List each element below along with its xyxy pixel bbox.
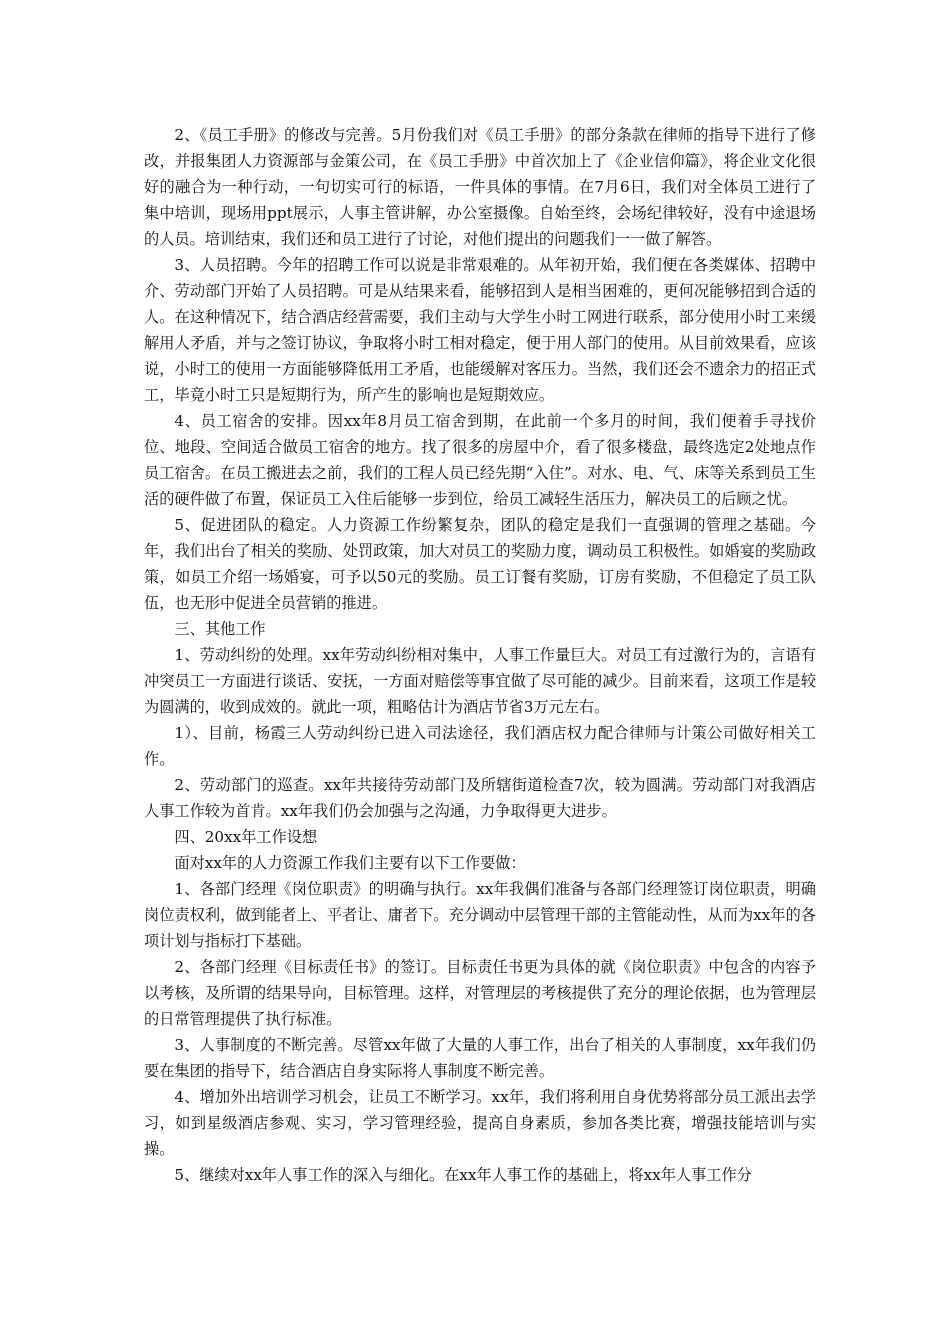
paragraph-external-training: 4、增加外出培训学习机会，让员工不断学习。xx年，我们将利用自身优势将部分员工派出去学习，如到星级酒店参观、实习，学习管理经验，提高自身素质，参加各类比赛，增强技能培训与实操。 xyxy=(144,1088,816,1158)
paragraph-judicial-cases: 1）、目前，杨霞三人劳动纠纷已进入司法途径，我们酒店权力配合律师与计策公司做好相关工作。 xyxy=(144,724,816,768)
paragraph-recruitment: 3、人员招聘。今年的招聘工作可以说是非常艰难的。从年初开始，我们便在各类媒体、招聘中介、劳动部门开始了人员招聘。可是从结果来看，能够招到人是相当困难的，更何况能够招到合适的人。在这种情况下，结合酒店经营需要，我们主动与大学生小时工网进行联系，部分使用小时工来缓解用人矛盾，并与之签订协议，争取将小时工相对稳定，便于用人部门的使用。从目前效果看，应该说，小时工的使用一方面能够降低用工矛盾，也能缓解对客压力。当然，我们还会不遗余力的招正式工，毕竟小时工只是短期行为，所产生的影响也是短期效应。 xyxy=(144,256,816,404)
paragraph-labor-disputes: 1、劳动纠纷的处理。xx年劳动纠纷相对集中，人事工作量巨大。对员工有过激行为的，言语有冲突员工一方面进行谈话、安抚，一方面对赔偿等事宜做了尽可能的减少。目前来看，这项工作是较为圆满的，收到成效的。就此一项，粗略估计为酒店节省3万元左右。 xyxy=(144,646,816,716)
section-heading-work-plan: 四、20xx年工作设想 xyxy=(174,828,318,846)
document-page xyxy=(144,122,816,1188)
paragraph-employee-handbook: 2、《员工手册》的修改与完善。5月份我们对《员工手册》的部分条款在律师的指导下进行了修改，并报集团人力资源部与金策公司，在《员工手册》中首次加上了《企业信仰篇》，将企业文化很好的融合为一种行动，一句切实可行的标语，一件具体的事情。在7月6日，我们对全体员工进行了集中培训，现场用ppt展示，人事主管讲解，办公室摄像。自始至终，会场纪律较好，没有中途退场的人员。培训结束，我们还和员工进行了讨论，对他们提出的问题我们一一做了解答。 xyxy=(144,126,816,248)
paragraph-hr-refinement: 5、继续对xx年人事工作的深入与细化。在xx年人事工作的基础上，将xx年人事工作分 xyxy=(174,1166,752,1184)
section-heading-other-work: 三、其他工作 xyxy=(174,620,266,638)
paragraph-job-responsibilities: 1、各部门经理《岗位职责》的明确与执行。xx年我偶们准备与各部门经理签订岗位职责，明确岗位责权利，做到能者上、平者让、庸者下。充分调动中层管理干部的主管能动性，从而为xx年的各项计划与指标打下基础。 xyxy=(144,880,816,950)
paragraph-dormitory: 4、员工宿舍的安排。因xx年8月员工宿舍到期，在此前一个多月的时间，我们便着手寻找价位、地段、空间适合做员工宿舍的地方。找了很多的房屋中介，看了很多楼盘，最终选定2处地点作员工宿舍。在员工搬进去之前，我们的工程人员已经先期“入住”。对水、电、气、床等关系到员工生活的硬件做了布置，保证员工入住后能够一步到位，给员工减轻生活压力，解决员工的后顾之忧。 xyxy=(144,412,816,508)
paragraph-hr-system: 3、人事制度的不断完善。尽管xx年做了大量的人事工作，出台了相关的人事制度，xx年我们仍要在集团的指导下，结合酒店自身实际将人事制度不断完善。 xyxy=(144,1036,816,1080)
paragraph-team-stability: 5、促进团队的稳定。人力资源工作纷繁复杂，团队的稳定是我们一直强调的管理之基础。今年，我们出台了相关的奖励、处罚政策，加大对员工的奖励力度，调动员工积极性。如婚宴的奖励政策，如员工介绍一场婚宴，可予以50元的奖励。员工订餐有奖励，订房有奖励，不但稳定了员工队伍，也无形中促进全员营销的推进。 xyxy=(144,516,816,612)
paragraph-target-responsibility: 2、各部门经理《目标责任书》的签订。目标责任书更为具体的就《岗位职责》中包含的内容予以考核，及所谓的结果导向，目标管理。这样，对管理层的考核提供了充分的理论依据，也为管理层的日常管理提供了执行标准。 xyxy=(144,958,816,1028)
paragraph-labor-inspection: 2、劳动部门的巡查。xx年共接待劳动部门及所辖街道检查7次，较为圆满。劳动部门对我酒店人事工作较为首肯。xx年我们仍会加强与之沟通，力争取得更大进步。 xyxy=(144,776,816,820)
paragraph-plan-intro: 面对xx年的人力资源工作我们主要有以下工作要做： xyxy=(174,854,526,872)
